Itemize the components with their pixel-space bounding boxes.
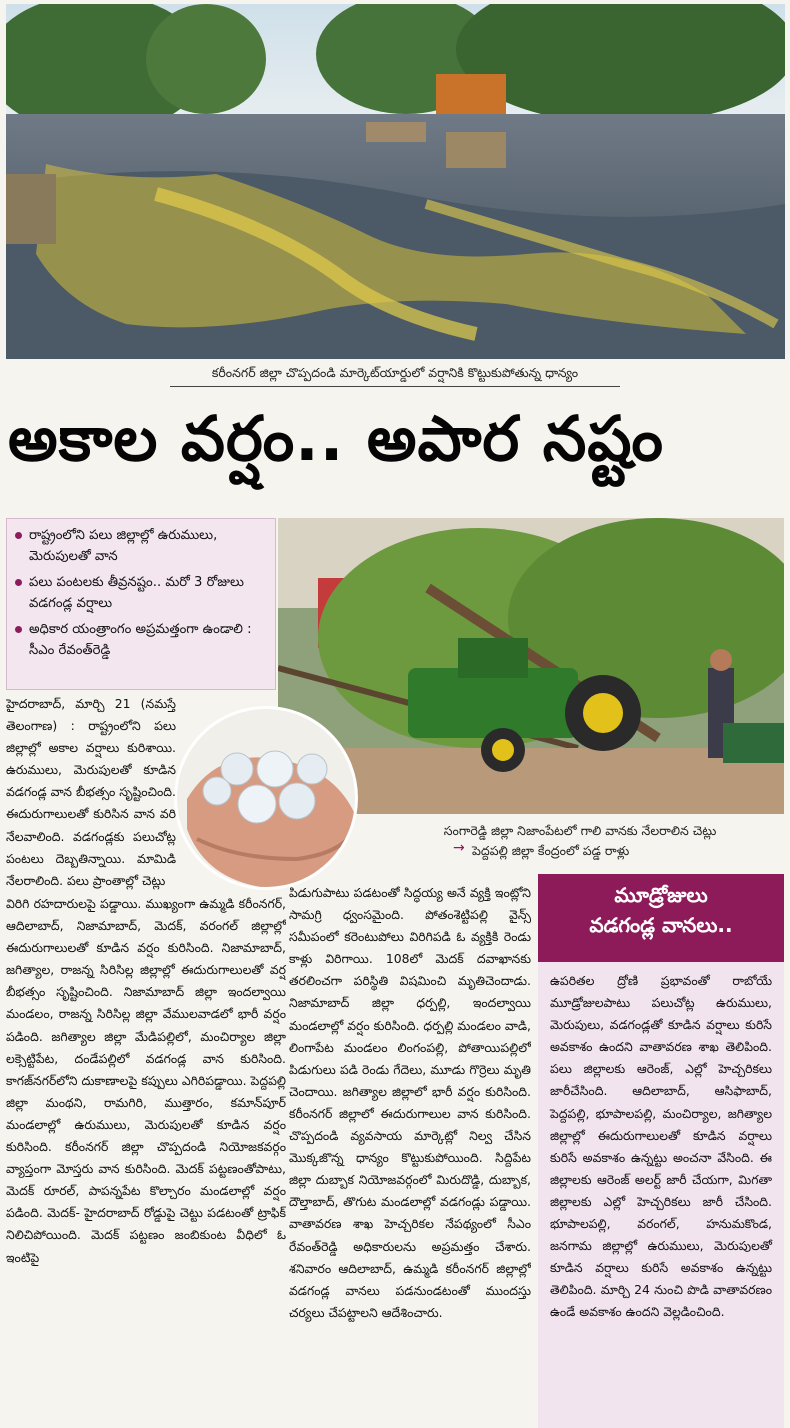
headline: అకాల వర్షం.. అపార నష్టం [8,402,664,475]
fallen-tree-photo-image [278,518,784,814]
caption-arrow-icon: → [453,840,465,856]
highlight-item: అధికార యంత్రాంగం అప్రమత్తంగా ఉండాలి : సీఎం రేవంత్‌రెడ్డి [15,619,267,661]
highlights-box [6,518,276,690]
highlight-item: రాష్ట్రంలోని పలు జిల్లాల్లో ఉరుములు, మెరుపులతో వాన [15,525,267,567]
hailstones-photo-image [177,709,358,890]
article-column-1 [6,693,176,893]
fallen-tree-photo [278,518,784,814]
market-yard-photo [6,4,785,359]
forecast-box-body: ఉపరితల ద్రోణి ప్రభావంతో రాబోయే మూడ్రోజులపాటు పలుచోట్ల ఉరుములు, మెరుపులు, వడగండ్లతో కూడిన వర్షాలు కురిసే అవకాశం ఉందని వాతావరణ శాఖ తెలిపింది. పలు జిల్లాలకు ఆరెంజ్, ఎల్లో హెచ్చరికలు జారీచేసింది. ఆదిలాబాద్, ఆసిఫాబాద్, పెద్దపల్లి, భూపాలపల్లి, మంచిర్యాల, జగిత్యాల జిల్లాల్లో ఈదురుగాలులతో కూడిన వర్షాలు కురిసే అవకాశం ఉన్నట్టు అంచనా వేసింది. ఈ జిల్లాలకు ఆరెంజ్ అలర్ట్ జారీ చేయగా, మిగతా జిల్లాలకు ఎల్లో హెచ్చరికలు జారీ చేసింది. భూపాలపల్లి, వరంగల్, హనుమకొండ, జనగామ జిల్లాల్లో ఉరుములు, మెరుపులతో కూడిన వర్షాలు కురిసే అవకాశం ఉన్నట్టు తెలిపింది. మార్చి 24 నుంచి పొడి వాతావరణం ఉండే అవకాశం ఉందని వెల్లడించింది. [538,962,784,1428]
market-yard-photo-image [6,4,785,359]
forecast-box [538,874,784,1406]
hailstones-photo-caption: పెద్దపల్లి జిల్లా కేంద్రంలో పడ్డ రాళ్లు [472,843,630,858]
highlight-item: పలు పంటలకు తీవ్రనష్టం.. మరో 3 రోజులు వడగండ్ల వర్షాలు [15,572,267,614]
fallen-tree-photo-caption: సంగారెడ్డి జిల్లా నిజాంపేటలో గాలి వానకు నేలరాలిన చెట్లు [443,823,717,838]
market-yard-photo-caption: కరీంనగర్ జిల్లా చొప్పదండి మార్కెట్‌యార్డులో వర్షానికి కొట్టుకుపోతున్న ధాన్యం [211,365,579,380]
forecast-box-title [538,874,784,962]
article-column-1-lower [6,893,286,1407]
forecast-title-line-2: వడగండ్ల వానలు.. [589,913,733,937]
article-text-col1: విరిగి రహదారులపై పడ్డాయి. ముఖ్యంగా ఉమ్మడి కరీంనగర్, ఆదిలాబాద్, నిజామాబాద్, మెదక్, వరంగల్ జిల్లాల్లో ఈదురుగాలులతో కూడిన వర్షం కురిసింది. నిజామాబాద్, జగిత్యాల, రాజన్న సిరిసిల్ల జిల్లాల్లో ఈదురుగాలులతో వర్ష బీభత్సం సృష్టించింది. నిజామాబాద్ జిల్లా ఇందల్వాయి మండలం, రాజన్న సిరిసిల్ల జిల్లా వేములవాడలో భారీ వర్షం పడింది. జగిత్యాల జిల్లా మేడిపల్లిలో, మంచిర్యాల జిల్లా లక్సెట్టిపేట, దండేపల్లిలో వడగండ్ల వాన కురిసింది. కాగజ్‌నగర్‌లోని దుకాణాలపై కప్పులు ఎగిరిపడ్డాయి. పెద్దపల్లి జిల్లా మంథని, రామగిరి, ముత్తారం, కమాన్‌పూర్ మండలాల్లో ఉరుములు, మెరుపులతో కూడిన వర్షం కురిసింది. కరీంనగర్ జిల్లా చొప్పదండి నియోజకవర్గం వ్యాప్తంగా మోస్తరు వాన కురిసింది. మెదక్ పట్టణంతోపాటు, మెదక్ రూరల్, పాపన్నపేట కొల్చారం మండలాల్లో వర్షం పడింది. మెదక్- హైదరాబాద్ రోడ్డుపై చెట్టు పడటంతో ట్రాఫిక్ నిలిచిపోయింది. మెదక్ పట్టణం జంబికుంట వీధిలో ఓ ఇంటిపై [6,896,286,1265]
article-text-col2: పిడుగుపాటు పడటంతో సిద్ధయ్య అనే వ్యక్తి ఇంట్లోని సామగ్రి ధ్వంసమైంది. పోతంశెట్టిపల్లి వైన్స్ సమీపంలో కరెంటుపోలు విరిగిపడి ఓ వ్యక్తికి రెండు కాళ్లు విరిగాయి. 108లో మెదక్ దవాఖానకు తరలించగా పరిస్థితి విషమించి మృతిచెందాడు. నిజామాబాద్ జిల్లా ధర్పల్లి, ఇందల్వాయి మండలాల్లో వర్షం కురిసింది. ధర్పల్లి మండలం వాడి, లింగాపేట మండలం లింగంపల్లి, పోతాయిపల్లిలో పిడుగులు పడి రెండు గేదెలు, మూడు గొర్రెలు మృతి చెందాయి. జగిత్యాల జిల్లాలో భారీ వర్షం కురిసింది. కరీంనగర్ జిల్లాలో ఈదురుగాలుల వాన కురిసింది. చొప్పదండి వ్యవసాయ మార్కెట్లో నిల్వ చేసిన మొక్కజొన్న ధాన్యం కొట్టుకుపోయింది. సిద్దిపేట జిల్లా దుబ్బాక నియోజవర్గంలో మిరుదొడ్డి, దుబ్బాక, దౌల్తాబాద్, తొగుట మండలాల్లో వడగండ్లు పడ్డాయి. వాతావరణ శాఖ హెచ్చరికల నేపథ్యంలో సీఎం రేవంత్‌రెడ్డి అధికారులను అప్రమత్తం చేశారు. శనివారం ఆదిలాబాద్, ఉమ్మడి కరీంనగర్ జిల్లాల్లో వడగండ్ల వానలు పడనుండటంతో ముందస్తు చర్యలు చేపట్టాలని ఆదేశించారు. [289,885,531,1320]
forecast-title-line-1: మూడ్రోజులు [614,883,708,907]
hailstones-photo [174,706,358,890]
article-text-col1-top: హైదరాబాద్, మార్చి 21 (నమస్తే తెలంగాణ) : రాష్ట్రంలోని పలు జిల్లాల్లో అకాల వర్షాలు కురిశాయి. ఉరుములు, మెరుపులతో కూడిన వడగండ్ల వాన బీభత్సం సృష్టించింది. ఈదురుగాలులతో కురిసిన వాన వరి నేలవాలింది. వడగండ్లకు పలుచోట్ల పంటలు దెబ్బతిన్నాయి. మామిడి నేలరాలింది. పలు ప్రాంతాల్లో చెట్లు [6,696,176,888]
caption-rule [170,386,620,387]
article-column-2 [289,882,531,1407]
